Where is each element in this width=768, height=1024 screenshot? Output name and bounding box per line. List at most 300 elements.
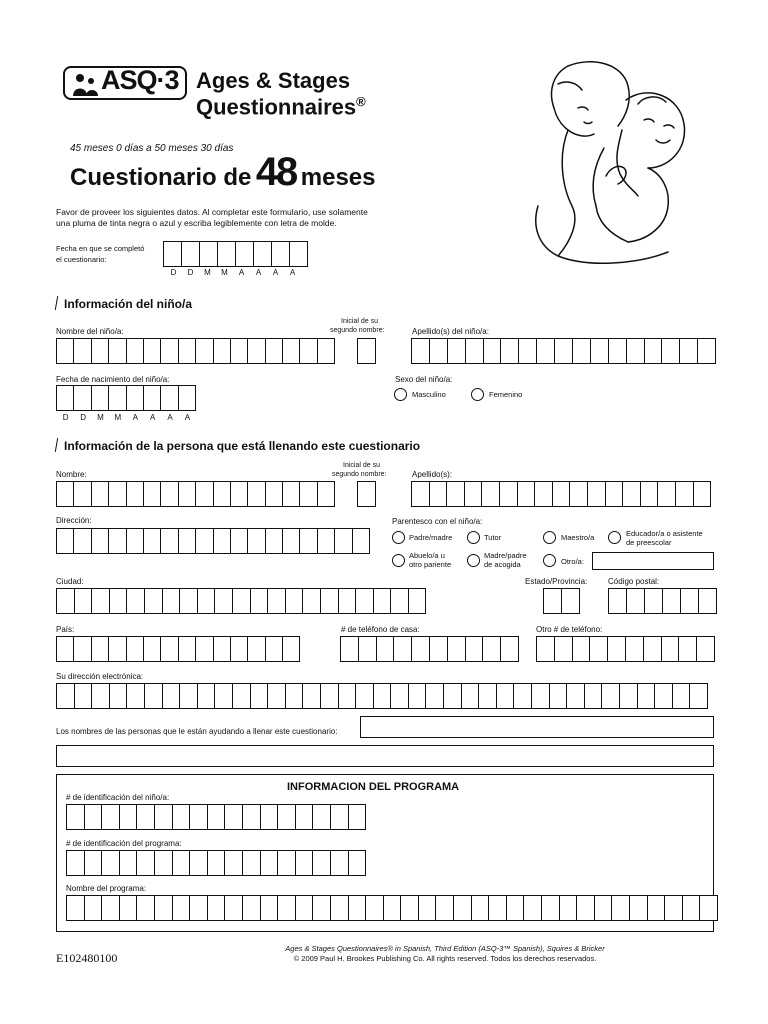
char-box[interactable] (224, 850, 243, 876)
char-box[interactable] (355, 683, 374, 709)
char-box[interactable] (654, 683, 673, 709)
child-name-boxes[interactable] (56, 338, 334, 364)
char-box[interactable] (119, 850, 138, 876)
char-box[interactable] (643, 636, 662, 662)
char-box[interactable] (554, 338, 573, 364)
person-initial-box[interactable] (357, 481, 375, 507)
char-box[interactable] (461, 683, 480, 709)
char-box[interactable] (207, 895, 226, 921)
char-box[interactable] (91, 385, 109, 411)
char-box[interactable] (242, 804, 261, 830)
char-box[interactable] (178, 385, 196, 411)
char-box[interactable] (373, 683, 392, 709)
char-box[interactable] (108, 481, 126, 507)
char-box[interactable] (101, 804, 120, 830)
char-box[interactable] (312, 804, 331, 830)
char-box[interactable] (136, 850, 155, 876)
relation-radio-acogida[interactable] (467, 554, 480, 567)
char-box[interactable] (136, 804, 155, 830)
char-box[interactable] (572, 338, 591, 364)
char-box[interactable] (108, 636, 126, 662)
char-box[interactable] (217, 241, 236, 267)
char-box[interactable] (541, 895, 560, 921)
char-box[interactable] (418, 895, 437, 921)
char-box[interactable] (572, 636, 591, 662)
char-box[interactable] (352, 528, 370, 554)
char-box[interactable] (513, 683, 532, 709)
char-box[interactable] (644, 588, 663, 614)
char-box[interactable] (160, 385, 178, 411)
char-box[interactable] (282, 338, 300, 364)
char-box[interactable] (56, 588, 75, 614)
char-box[interactable] (195, 528, 213, 554)
char-box[interactable] (549, 683, 568, 709)
char-box[interactable] (91, 338, 109, 364)
char-box[interactable] (295, 895, 314, 921)
char-box[interactable] (625, 636, 644, 662)
char-box[interactable] (496, 683, 515, 709)
char-box[interactable] (696, 636, 715, 662)
char-box[interactable] (56, 338, 74, 364)
char-box[interactable] (320, 683, 339, 709)
char-box[interactable] (178, 481, 196, 507)
char-box[interactable] (640, 481, 659, 507)
char-box[interactable] (282, 528, 300, 554)
char-box[interactable] (109, 683, 128, 709)
relation-radio-otro[interactable] (543, 554, 556, 567)
char-box[interactable] (680, 588, 699, 614)
char-box[interactable] (84, 804, 103, 830)
sex-radio-masculino[interactable] (394, 388, 407, 401)
char-box[interactable] (429, 338, 448, 364)
char-box[interactable] (607, 636, 626, 662)
char-box[interactable] (195, 338, 213, 364)
char-box[interactable] (271, 241, 290, 267)
char-box[interactable] (160, 338, 178, 364)
char-box[interactable] (608, 338, 627, 364)
char-box[interactable] (265, 481, 283, 507)
char-box[interactable] (699, 895, 718, 921)
char-box[interactable] (119, 895, 138, 921)
char-box[interactable] (348, 804, 367, 830)
char-box[interactable] (338, 683, 357, 709)
char-box[interactable] (247, 528, 265, 554)
char-box[interactable] (126, 338, 144, 364)
char-box[interactable] (373, 588, 392, 614)
char-box[interactable] (143, 338, 161, 364)
char-box[interactable] (447, 636, 466, 662)
char-box[interactable] (126, 588, 145, 614)
char-box[interactable] (355, 588, 374, 614)
char-box[interactable] (543, 588, 562, 614)
char-box[interactable] (195, 636, 213, 662)
char-box[interactable] (277, 850, 296, 876)
char-box[interactable] (358, 636, 377, 662)
char-box[interactable] (317, 528, 335, 554)
char-box[interactable] (390, 683, 409, 709)
char-box[interactable] (282, 636, 300, 662)
char-box[interactable] (471, 895, 490, 921)
char-box[interactable] (365, 895, 384, 921)
char-box[interactable] (154, 850, 173, 876)
char-box[interactable] (698, 588, 717, 614)
char-box[interactable] (247, 338, 265, 364)
char-box[interactable] (285, 588, 304, 614)
char-box[interactable] (91, 683, 110, 709)
program-name-boxes[interactable] (66, 895, 717, 921)
char-box[interactable] (500, 636, 519, 662)
char-box[interactable] (267, 588, 286, 614)
char-box[interactable] (408, 683, 427, 709)
char-box[interactable] (408, 588, 427, 614)
char-box[interactable] (66, 895, 85, 921)
char-box[interactable] (126, 636, 144, 662)
char-box[interactable] (478, 683, 497, 709)
char-box[interactable] (320, 588, 339, 614)
char-box[interactable] (213, 528, 231, 554)
char-box[interactable] (662, 588, 681, 614)
person-name-boxes[interactable] (56, 481, 334, 507)
char-box[interactable] (481, 481, 500, 507)
char-box[interactable] (160, 636, 178, 662)
char-box[interactable] (136, 895, 155, 921)
char-box[interactable] (260, 850, 279, 876)
char-box[interactable] (589, 636, 608, 662)
char-box[interactable] (295, 804, 314, 830)
char-box[interactable] (661, 338, 680, 364)
char-box[interactable] (299, 528, 317, 554)
char-box[interactable] (675, 481, 694, 507)
char-box[interactable] (429, 481, 448, 507)
char-box[interactable] (435, 895, 454, 921)
char-box[interactable] (390, 588, 409, 614)
char-box[interactable] (265, 338, 283, 364)
char-box[interactable] (693, 481, 712, 507)
char-box[interactable] (232, 588, 251, 614)
char-box[interactable] (230, 528, 248, 554)
char-box[interactable] (626, 588, 645, 614)
relation-radio-maestro[interactable] (543, 531, 556, 544)
char-box[interactable] (689, 683, 708, 709)
char-box[interactable] (561, 588, 580, 614)
char-box[interactable] (531, 683, 550, 709)
char-box[interactable] (108, 528, 126, 554)
relation-radio-abuelo[interactable] (392, 554, 405, 567)
char-box[interactable] (277, 804, 296, 830)
char-box[interactable] (411, 481, 430, 507)
char-box[interactable] (334, 528, 352, 554)
char-box[interactable] (207, 850, 226, 876)
char-box[interactable] (587, 481, 606, 507)
char-box[interactable] (559, 895, 578, 921)
char-box[interactable] (506, 895, 525, 921)
char-box[interactable] (74, 588, 93, 614)
char-box[interactable] (330, 804, 349, 830)
char-box[interactable] (126, 683, 145, 709)
char-box[interactable] (357, 481, 376, 507)
char-box[interactable] (181, 241, 200, 267)
state-boxes[interactable] (543, 588, 579, 614)
char-box[interactable] (400, 895, 419, 921)
char-box[interactable] (312, 850, 331, 876)
char-box[interactable] (235, 241, 254, 267)
relation-radio-padre[interactable] (392, 531, 405, 544)
home-phone-boxes[interactable] (340, 636, 518, 662)
char-box[interactable] (189, 850, 208, 876)
char-box[interactable] (626, 338, 645, 364)
char-box[interactable] (91, 528, 109, 554)
char-box[interactable] (464, 481, 483, 507)
char-box[interactable] (340, 636, 359, 662)
char-box[interactable] (348, 850, 367, 876)
char-box[interactable] (73, 385, 91, 411)
zip-boxes[interactable] (608, 588, 716, 614)
program-child-id-boxes[interactable] (66, 804, 365, 830)
char-box[interactable] (230, 338, 248, 364)
char-box[interactable] (197, 683, 216, 709)
char-box[interactable] (482, 636, 501, 662)
char-box[interactable] (126, 481, 144, 507)
char-box[interactable] (576, 895, 595, 921)
char-box[interactable] (154, 895, 173, 921)
char-box[interactable] (213, 338, 231, 364)
char-box[interactable] (179, 588, 198, 614)
char-box[interactable] (383, 895, 402, 921)
child-initial-box[interactable] (357, 338, 375, 364)
sex-radio-femenino[interactable] (471, 388, 484, 401)
char-box[interactable] (195, 481, 213, 507)
person-lastname-boxes[interactable] (411, 481, 710, 507)
char-box[interactable] (160, 481, 178, 507)
char-box[interactable] (584, 683, 603, 709)
char-box[interactable] (265, 636, 283, 662)
char-box[interactable] (207, 804, 226, 830)
char-box[interactable] (189, 895, 208, 921)
char-box[interactable] (108, 385, 126, 411)
relation-radio-tutor[interactable] (467, 531, 480, 544)
char-box[interactable] (518, 338, 537, 364)
char-box[interactable] (679, 338, 698, 364)
char-box[interactable] (682, 895, 701, 921)
char-box[interactable] (277, 895, 296, 921)
char-box[interactable] (536, 636, 555, 662)
char-box[interactable] (523, 895, 542, 921)
char-box[interactable] (289, 241, 308, 267)
char-box[interactable] (144, 683, 163, 709)
char-box[interactable] (162, 588, 181, 614)
char-box[interactable] (56, 385, 74, 411)
char-box[interactable] (517, 481, 536, 507)
char-box[interactable] (242, 895, 261, 921)
char-box[interactable] (299, 338, 317, 364)
char-box[interactable] (91, 588, 110, 614)
char-box[interactable] (189, 804, 208, 830)
char-box[interactable] (172, 850, 191, 876)
char-box[interactable] (299, 481, 317, 507)
char-box[interactable] (657, 481, 676, 507)
char-box[interactable] (74, 683, 93, 709)
char-box[interactable] (672, 683, 691, 709)
char-box[interactable] (265, 528, 283, 554)
char-box[interactable] (317, 481, 335, 507)
char-box[interactable] (84, 895, 103, 921)
char-box[interactable] (590, 338, 609, 364)
helpers-field-1[interactable] (360, 716, 714, 738)
char-box[interactable] (425, 683, 444, 709)
char-box[interactable] (178, 636, 196, 662)
child-lastname-boxes[interactable] (411, 338, 715, 364)
char-box[interactable] (443, 683, 462, 709)
char-box[interactable] (483, 338, 502, 364)
char-box[interactable] (56, 636, 74, 662)
char-box[interactable] (446, 481, 465, 507)
other-phone-boxes[interactable] (536, 636, 714, 662)
char-box[interactable] (230, 636, 248, 662)
char-box[interactable] (162, 683, 181, 709)
char-box[interactable] (56, 481, 74, 507)
char-box[interactable] (554, 636, 573, 662)
char-box[interactable] (178, 528, 196, 554)
char-box[interactable] (605, 481, 624, 507)
char-box[interactable] (247, 481, 265, 507)
char-box[interactable] (260, 895, 279, 921)
char-box[interactable] (247, 636, 265, 662)
char-box[interactable] (160, 528, 178, 554)
char-box[interactable] (629, 895, 648, 921)
char-box[interactable] (447, 338, 466, 364)
char-box[interactable] (295, 850, 314, 876)
char-box[interactable] (338, 588, 357, 614)
char-box[interactable] (488, 895, 507, 921)
char-box[interactable] (143, 528, 161, 554)
char-box[interactable] (178, 338, 196, 364)
char-box[interactable] (536, 338, 555, 364)
char-box[interactable] (213, 636, 231, 662)
char-box[interactable] (101, 850, 120, 876)
char-box[interactable] (224, 895, 243, 921)
char-box[interactable] (411, 636, 430, 662)
char-box[interactable] (126, 385, 144, 411)
char-box[interactable] (163, 241, 182, 267)
char-box[interactable] (552, 481, 571, 507)
char-box[interactable] (213, 481, 231, 507)
char-box[interactable] (154, 804, 173, 830)
completion-date-boxes[interactable] (163, 241, 307, 267)
char-box[interactable] (534, 481, 553, 507)
char-box[interactable] (242, 850, 261, 876)
char-box[interactable] (267, 683, 286, 709)
char-box[interactable] (661, 636, 680, 662)
char-box[interactable] (637, 683, 656, 709)
email-boxes[interactable] (56, 683, 707, 709)
char-box[interactable] (330, 895, 349, 921)
char-box[interactable] (566, 683, 585, 709)
char-box[interactable] (312, 895, 331, 921)
address-boxes[interactable] (56, 528, 369, 554)
char-box[interactable] (569, 481, 588, 507)
char-box[interactable] (66, 850, 85, 876)
char-box[interactable] (411, 338, 430, 364)
char-box[interactable] (429, 636, 448, 662)
char-box[interactable] (697, 338, 716, 364)
char-box[interactable] (119, 804, 138, 830)
char-box[interactable] (330, 850, 349, 876)
char-box[interactable] (619, 683, 638, 709)
char-box[interactable] (143, 385, 161, 411)
char-box[interactable] (179, 683, 198, 709)
char-box[interactable] (172, 895, 191, 921)
char-box[interactable] (126, 528, 144, 554)
char-box[interactable] (197, 588, 216, 614)
char-box[interactable] (348, 895, 367, 921)
char-box[interactable] (91, 636, 109, 662)
helpers-field-2[interactable] (56, 745, 714, 767)
char-box[interactable] (465, 338, 484, 364)
char-box[interactable] (172, 804, 191, 830)
char-box[interactable] (143, 636, 161, 662)
char-box[interactable] (143, 481, 161, 507)
char-box[interactable] (230, 481, 248, 507)
char-box[interactable] (302, 588, 321, 614)
char-box[interactable] (250, 588, 269, 614)
char-box[interactable] (622, 481, 641, 507)
char-box[interactable] (678, 636, 697, 662)
char-box[interactable] (608, 588, 627, 614)
char-box[interactable] (285, 683, 304, 709)
char-box[interactable] (101, 895, 120, 921)
char-box[interactable] (644, 338, 663, 364)
char-box[interactable] (647, 895, 666, 921)
char-box[interactable] (73, 528, 91, 554)
char-box[interactable] (611, 895, 630, 921)
char-box[interactable] (73, 636, 91, 662)
program-id-boxes[interactable] (66, 850, 365, 876)
country-boxes[interactable] (56, 636, 299, 662)
char-box[interactable] (260, 804, 279, 830)
city-boxes[interactable] (56, 588, 425, 614)
char-box[interactable] (56, 528, 74, 554)
char-box[interactable] (317, 338, 335, 364)
char-box[interactable] (232, 683, 251, 709)
char-box[interactable] (214, 683, 233, 709)
char-box[interactable] (250, 683, 269, 709)
char-box[interactable] (282, 481, 300, 507)
char-box[interactable] (393, 636, 412, 662)
char-box[interactable] (500, 338, 519, 364)
char-box[interactable] (73, 481, 91, 507)
char-box[interactable] (594, 895, 613, 921)
char-box[interactable] (84, 850, 103, 876)
char-box[interactable] (601, 683, 620, 709)
char-box[interactable] (302, 683, 321, 709)
char-box[interactable] (453, 895, 472, 921)
char-box[interactable] (357, 338, 376, 364)
char-box[interactable] (499, 481, 518, 507)
char-box[interactable] (91, 481, 109, 507)
char-box[interactable] (56, 683, 75, 709)
char-box[interactable] (66, 804, 85, 830)
char-box[interactable] (664, 895, 683, 921)
char-box[interactable] (73, 338, 91, 364)
char-box[interactable] (199, 241, 218, 267)
relation-radio-educador[interactable] (608, 531, 621, 544)
char-box[interactable] (376, 636, 395, 662)
char-box[interactable] (144, 588, 163, 614)
child-birthdate-boxes[interactable] (56, 385, 195, 411)
char-box[interactable] (253, 241, 272, 267)
char-box[interactable] (465, 636, 484, 662)
char-box[interactable] (214, 588, 233, 614)
